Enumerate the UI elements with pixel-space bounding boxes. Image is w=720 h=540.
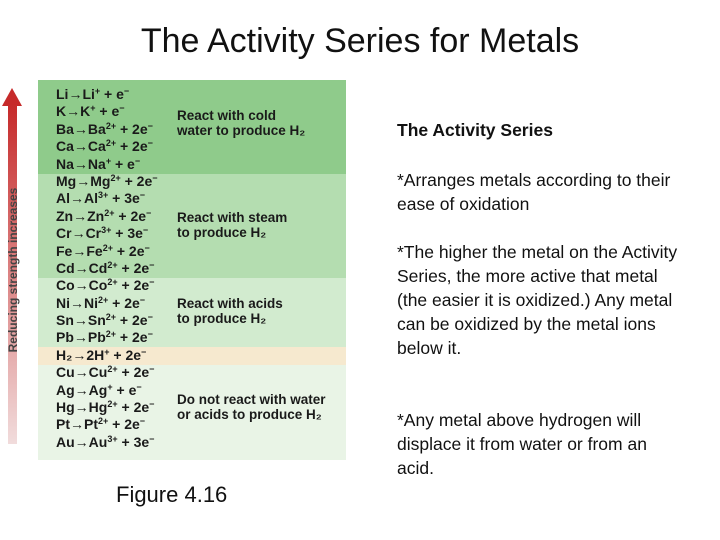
equation-electrons: + 2e xyxy=(116,138,148,155)
equation-reactant: K xyxy=(56,103,67,120)
equation-reactant: Mg xyxy=(56,172,77,189)
group-label-line: to produce H₂ xyxy=(177,311,267,326)
equation-reactant: Ca xyxy=(56,138,74,155)
equation-reactant: Co xyxy=(56,277,75,294)
equation-electron-charge: − xyxy=(149,399,155,410)
bullet-paragraph-3: *Any metal above hydrogen will displace it from water or from an acid. xyxy=(397,410,647,478)
equation-electrons: + 2e xyxy=(112,242,145,259)
equation-charge: + xyxy=(105,155,112,166)
equation-product: →Cu xyxy=(74,364,108,381)
equation-charge: + xyxy=(107,381,113,392)
equation-reactant: Al xyxy=(56,190,70,207)
equation-reactant: Ag xyxy=(56,381,75,398)
equation-electrons: + 2e xyxy=(116,120,148,137)
equation-electron-charge: − xyxy=(144,242,150,253)
equation-product: →Cr xyxy=(71,225,102,242)
equation-product: →Li xyxy=(68,86,95,102)
equation-electrons: + e xyxy=(100,86,124,102)
equation-row xyxy=(56,312,158,329)
group-label-no-reaction xyxy=(177,392,326,422)
equation-charge: 2+ xyxy=(98,294,109,305)
equation-row xyxy=(56,173,158,190)
equation-reactant: Au xyxy=(56,433,75,450)
equation-product: →Au xyxy=(74,433,108,450)
equation-product: →Na xyxy=(73,155,106,172)
group-label-steam xyxy=(177,210,287,240)
equation-product: →Fe xyxy=(72,242,103,259)
equation-row xyxy=(56,382,158,399)
equation-product: →K xyxy=(66,103,91,120)
equation-reactant: Ni xyxy=(56,294,70,311)
equation-electrons: + 2e xyxy=(117,259,150,276)
equation-reactant: Na xyxy=(56,155,74,172)
equation-row xyxy=(56,156,158,173)
equation-product: →Ca xyxy=(73,138,106,155)
equation-electrons: + e xyxy=(95,103,120,120)
equation-charge: + xyxy=(90,103,96,114)
figure-caption: Figure 4.16 xyxy=(116,482,228,507)
equation-charge: 2+ xyxy=(107,277,118,288)
group-label-line: or acids to produce H₂ xyxy=(177,407,322,422)
equation-electron-charge: − xyxy=(139,190,146,201)
equation-charge: 2+ xyxy=(107,399,118,410)
equation-electron-charge: − xyxy=(139,416,146,427)
equation-electrons: + e xyxy=(112,381,137,398)
equation-reactant: Li xyxy=(56,86,69,102)
bullet-paragraph-1: *Arranges metals according to their ease of oxidation xyxy=(397,170,671,214)
equation-product: →Ni xyxy=(70,294,98,311)
equation-product: →Cd xyxy=(74,259,108,276)
equation-reactant: H₂ xyxy=(56,346,73,363)
equation-electrons: + 3e xyxy=(111,225,143,242)
equation-reactant: Pb xyxy=(56,329,74,346)
equation-electron-charge: − xyxy=(139,294,146,305)
equation-product: →Hg xyxy=(74,399,108,416)
equation-charge: + xyxy=(104,346,110,357)
group-label-line: water to produce H₂ xyxy=(177,123,306,138)
equation-row xyxy=(56,277,158,294)
equation-electrons: + 2e xyxy=(116,329,148,346)
equation-charge: 2+ xyxy=(107,259,118,270)
equation-electron-charge: − xyxy=(147,120,153,131)
equation-charge: 2+ xyxy=(98,416,109,427)
equation-electrons: + 2e xyxy=(114,207,147,224)
equation-electrons: + 2e xyxy=(108,294,140,311)
group-label-line: Do not react with water xyxy=(177,392,326,407)
group-label-line: to produce H₂ xyxy=(177,225,267,240)
bullet-paragraph-2: *The higher the metal on the Activity Series, the more active that metal (the easier it is oxidized.) Any metal can be oxidized by the metal ions below it. xyxy=(397,242,678,358)
equation-electrons: + 2e xyxy=(116,312,148,329)
equation-reactant: Fe xyxy=(56,242,73,259)
equation-row xyxy=(56,347,158,364)
equation-electron-charge: − xyxy=(149,364,155,375)
equation-product: →Al xyxy=(70,190,98,207)
equation-electron-charge: − xyxy=(142,225,149,236)
equation-electron-charge: − xyxy=(123,86,130,96)
axis-label: Reducing strength increases xyxy=(6,187,20,353)
equation-electron-charge: − xyxy=(146,207,152,218)
equation-product: →2H xyxy=(72,346,105,363)
equation-electron-charge: − xyxy=(149,433,155,444)
equation-electrons: + 3e xyxy=(108,190,140,207)
equation-row xyxy=(56,190,158,207)
equation-charge: 2+ xyxy=(105,120,117,131)
equation-electrons: + 2e xyxy=(120,172,153,189)
equation-electron-charge: − xyxy=(141,346,147,357)
equation-electron-charge: − xyxy=(152,172,158,183)
equation-product: →Mg xyxy=(76,172,111,189)
equation-row xyxy=(56,208,158,225)
equation-row xyxy=(56,295,158,312)
group-label-cold-water xyxy=(177,108,305,138)
equation-row xyxy=(56,243,158,260)
equation-row xyxy=(56,260,158,277)
equation-product: →Pt xyxy=(70,416,98,433)
equation-row xyxy=(56,416,158,433)
equation-electrons: + 2e xyxy=(108,416,140,433)
group-label-acids xyxy=(177,296,283,326)
equation-reactant: Cd xyxy=(56,259,75,276)
equation-charge: 2+ xyxy=(104,207,115,218)
equation-reactant: Ba xyxy=(56,120,74,137)
equation-product: →Ba xyxy=(73,120,106,137)
equation-product: →Co xyxy=(74,277,108,294)
equation-row xyxy=(56,121,158,138)
equation-electron-charge: − xyxy=(147,138,153,149)
equation-electron-charge: − xyxy=(147,329,153,340)
equation-electron-charge: − xyxy=(149,277,155,288)
group-label-line: React with acids xyxy=(177,296,283,311)
group-label-line: React with cold xyxy=(177,108,277,123)
equation-electrons: + 3e xyxy=(117,433,150,450)
section-heading: The Activity Series xyxy=(397,120,553,140)
equation-reactant: Hg xyxy=(56,399,75,416)
equation-row xyxy=(56,225,158,242)
equation-electron-charge: − xyxy=(149,259,155,270)
equation-row xyxy=(56,434,158,451)
equation-row xyxy=(56,138,158,155)
equation-product: →Zn xyxy=(73,207,105,224)
equation-row xyxy=(56,86,158,103)
equation-reactant: Pt xyxy=(56,416,70,433)
equation-charge: + xyxy=(94,86,101,96)
equation-charge: 3+ xyxy=(107,433,118,444)
equation-row xyxy=(56,399,158,416)
equation-electron-charge: − xyxy=(119,103,125,114)
equation-electrons: + 2e xyxy=(117,399,150,416)
equation-charge: 3+ xyxy=(101,225,112,236)
equation-electron-charge: − xyxy=(134,155,141,166)
equation-reactant: Cu xyxy=(56,364,75,381)
equation-product: →Pb xyxy=(73,329,106,346)
equation-charge: 2+ xyxy=(105,138,117,149)
equation-row xyxy=(56,364,158,381)
equation-electrons: + 2e xyxy=(117,277,150,294)
equation-charge: 3+ xyxy=(98,190,109,201)
equation-row xyxy=(56,329,158,346)
equation-electron-charge: − xyxy=(136,381,142,392)
equation-list xyxy=(56,86,158,451)
equation-row xyxy=(56,103,158,120)
equation-charge: 2+ xyxy=(105,329,117,340)
equation-electrons: + 2e xyxy=(117,364,150,381)
equation-product: →Sn xyxy=(73,312,106,329)
equation-electron-charge: − xyxy=(147,312,153,323)
slide-title: The Activity Series for Metals xyxy=(140,22,580,60)
equation-reactant: Cr xyxy=(56,225,72,242)
equation-charge: 2+ xyxy=(102,242,113,253)
activity-series-figure xyxy=(38,80,346,460)
equation-charge: 2+ xyxy=(107,364,118,375)
equation-reactant: Zn xyxy=(56,207,74,224)
equation-charge: 2+ xyxy=(105,312,117,323)
group-label-line: React with steam xyxy=(177,210,288,225)
equation-electrons: + e xyxy=(111,155,135,172)
equation-reactant: Sn xyxy=(56,312,74,329)
equation-electrons: + 2e xyxy=(109,346,142,363)
equation-product: →Ag xyxy=(74,381,108,398)
equation-charge: 2+ xyxy=(110,172,121,183)
